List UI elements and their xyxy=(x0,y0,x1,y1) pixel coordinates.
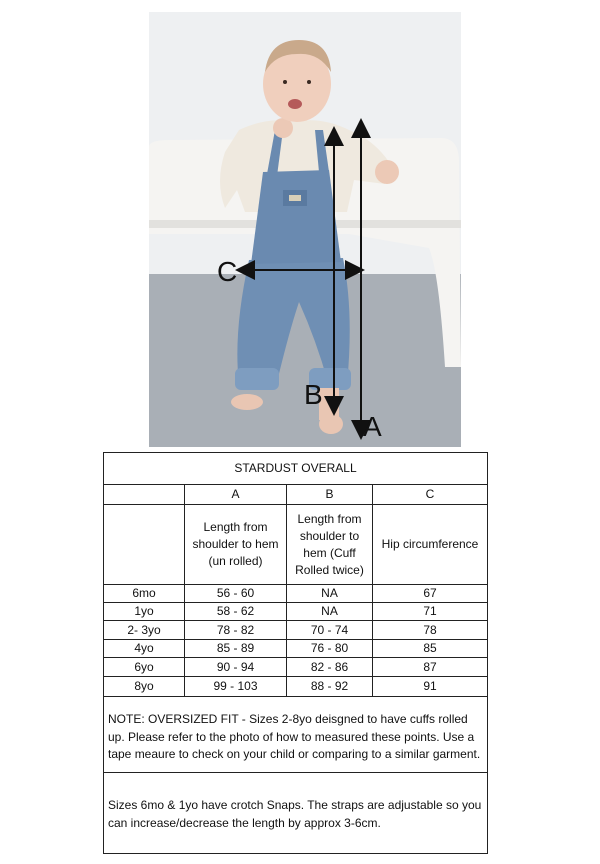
value-b-cell: 88 - 92 xyxy=(286,677,372,696)
value-c-cell: 91 xyxy=(372,677,487,696)
table-row xyxy=(104,621,487,640)
left-foot xyxy=(231,394,263,410)
label-b: B xyxy=(304,379,323,410)
size-cell: 6mo xyxy=(132,586,156,600)
size-cell: 4yo xyxy=(134,641,154,655)
oversized-fit-note xyxy=(104,711,487,773)
description-blank xyxy=(104,505,184,584)
label-a: A xyxy=(363,411,382,442)
right-eye xyxy=(307,80,311,84)
right-hand xyxy=(375,160,399,184)
left-cuff xyxy=(235,368,279,390)
header-description-c: Hip circumference xyxy=(372,505,487,584)
size-cell: 1yo xyxy=(134,604,154,618)
table-row xyxy=(104,585,487,603)
column-description-row xyxy=(104,505,487,585)
label-c: C xyxy=(217,256,238,287)
size-cell: 6yo xyxy=(134,659,154,674)
value-c-cell: 78 xyxy=(372,621,487,639)
left-eye xyxy=(283,80,287,84)
value-a-cell: 58 - 62 xyxy=(184,603,286,620)
value-b-cell: 70 - 74 xyxy=(286,621,372,639)
value-c-cell: 85 xyxy=(372,640,487,657)
table-row xyxy=(104,640,487,658)
header-letter-c: C xyxy=(372,485,487,504)
product-photo xyxy=(149,12,461,447)
crotch-snaps-note xyxy=(104,797,487,832)
table-row xyxy=(104,658,487,677)
value-b-cell: 82 - 86 xyxy=(286,658,372,676)
value-a-cell: 85 - 89 xyxy=(184,640,286,657)
size-chart-table xyxy=(103,452,488,854)
table-title-row xyxy=(104,453,487,485)
size-cell: 2- 3yo xyxy=(127,622,161,637)
value-a-cell: 78 - 82 xyxy=(184,621,286,639)
value-c-cell: 71 xyxy=(372,603,487,620)
table-row xyxy=(104,677,487,697)
value-b-cell: NA xyxy=(286,585,372,602)
size-cell: 8yo xyxy=(134,679,154,693)
column-letter-row xyxy=(104,485,487,505)
value-a-cell: 56 - 60 xyxy=(184,585,286,602)
value-b-cell: NA xyxy=(286,603,372,620)
measurement-illustration xyxy=(149,12,461,447)
table-title: STARDUST OVERALL xyxy=(234,461,357,475)
value-a-cell: 90 - 94 xyxy=(184,658,286,676)
crotch-snaps-note-text: Sizes 6mo & 1yo have crotch Snaps. The straps are adjustable so you can increase/decrease the length by approx 3-6cm. xyxy=(108,798,482,830)
oversized-fit-note-text: NOTE: OVERSIZED FIT - Sizes 2-8yo deisgned to have cuffs rolled up. Please refer to the photo of how to measured these points. Use a tape meaure to check on your child or comparing to a similar garment. xyxy=(108,712,481,761)
header-description-a: Length from shoulder to hem (un rolled) xyxy=(184,505,286,584)
bib-label xyxy=(289,195,301,201)
mouth xyxy=(288,99,302,109)
value-a-cell: 99 - 103 xyxy=(184,677,286,696)
header-blank xyxy=(104,485,184,504)
value-c-cell: 67 xyxy=(372,585,487,602)
header-letter-a: A xyxy=(184,485,286,504)
overall-bib xyxy=(251,170,341,264)
value-b-cell: 76 - 80 xyxy=(286,640,372,657)
value-c-cell: 87 xyxy=(372,658,487,676)
header-letter-b: B xyxy=(286,485,372,504)
table-row xyxy=(104,603,487,621)
header-description-b: Length from shoulder to hem (Cuff Rolled twice) xyxy=(286,505,372,584)
